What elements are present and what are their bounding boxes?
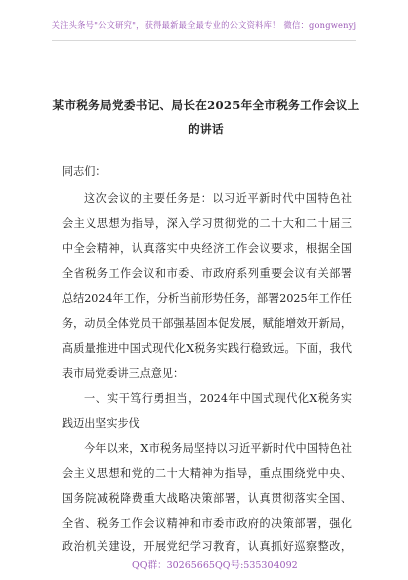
document-title-line1: 某市税务局党委书记、局长在2025年全市税务工作会议上: [52, 98, 360, 112]
paragraph-line: 全省税务工作会议和市委、市政府系列重要会议有关部署: [62, 267, 352, 280]
paragraph-line: 全省、税务工作会议精神和市委市政府的决策部署，强化: [62, 517, 352, 530]
paragraph-line: 这次会议的主要任务是：以习近平新时代中国特色社: [84, 192, 352, 205]
paragraph-line: 务，动员全体党员干部强基固本促发展，赋能增效开新局，: [62, 317, 352, 330]
document-title-line2: 的讲话: [188, 122, 224, 136]
paragraph-line: 今年以来，X市税务局坚持以习近平新时代中国特色社: [84, 442, 352, 455]
footer-qq-group: QQ群：30265665: [132, 560, 215, 571]
paragraph-line: 表市局党委讲三点意见：: [62, 367, 185, 380]
section-heading-line: 践迈出坚实步伐: [62, 417, 140, 430]
salutation: 同志们：: [62, 165, 107, 178]
paragraph-line: 国务院减税降费重大战略决策部署，认真贯彻落实全国、: [62, 492, 352, 505]
header-divider: [52, 40, 356, 41]
paragraph-line: 中全会精神，认真落实中央经济工作会议要求，根据全国: [62, 242, 352, 255]
footer-qq-number: QQ号:535304092: [215, 560, 298, 571]
header-notice: 关注头条号"公文研究"，获得最新最全最专业的公文资料库！ 微信：gongwenyj: [51, 20, 357, 30]
paragraph-line: 总结2024年工作，分析当前形势任务，部署2025年工作任: [62, 292, 352, 305]
paragraph-line: 高质量推进中国式现代化X税务实践行稳致远。下面，我代: [62, 342, 352, 355]
paragraph-line: 会主义思想和党的二十大精神为指导，重点围绕党中央、: [62, 467, 352, 480]
section-heading-line: 一、实干笃行勇担当，2024年中国式现代化X税务实: [84, 392, 352, 405]
paragraph-line: 政治机关建设，开展党纪学习教育，认真抓好巡察整改，: [62, 540, 352, 553]
paragraph-line: 会主义思想为指导，深入学习贯彻党的二十大和二十届三: [62, 217, 352, 230]
